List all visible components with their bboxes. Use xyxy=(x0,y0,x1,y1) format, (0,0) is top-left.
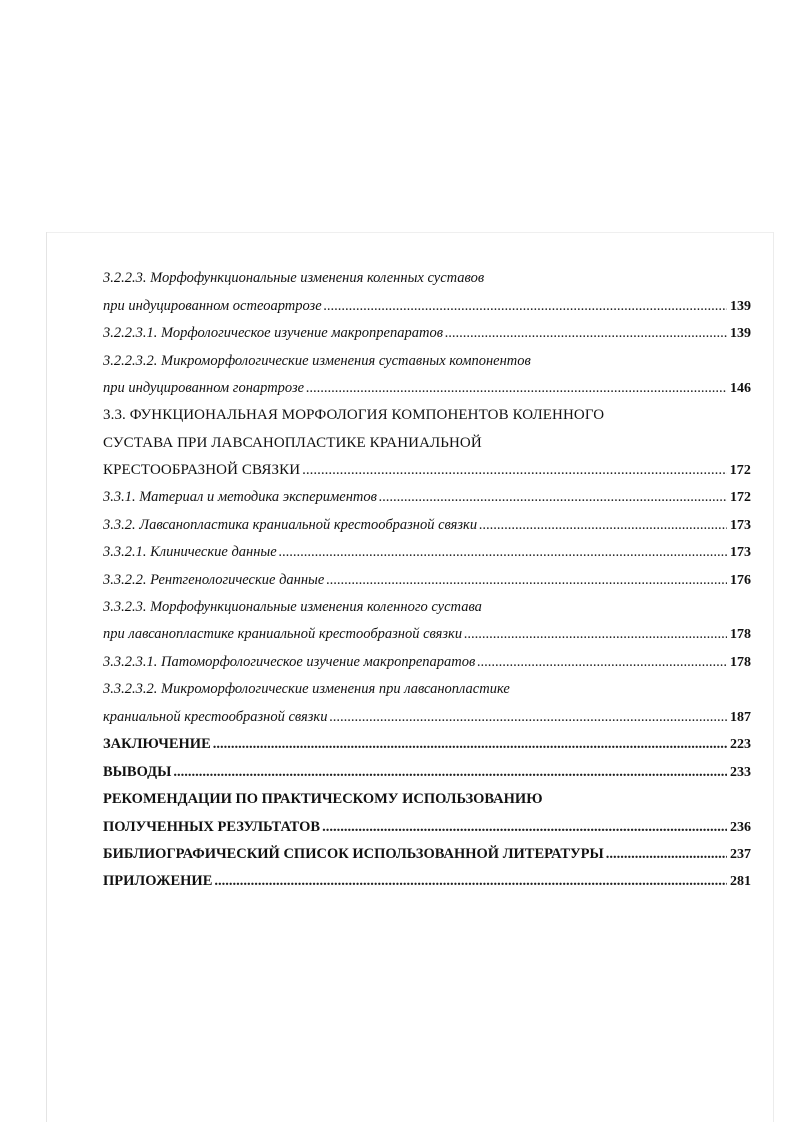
toc-entry-3-3-2-3-2 xyxy=(103,681,751,703)
toc-page-number: 173 xyxy=(730,518,751,533)
toc-entry-title: БИБЛИОГРАФИЧЕСКИЙ СПИСОК ИСПОЛЬЗОВАННОЙ ЛИТЕРАТУРЫ xyxy=(103,846,604,862)
toc-entry-title: 3.3.1. Материал и методика экспериментов xyxy=(103,489,377,505)
toc-entry-title: ПРИЛОЖЕНИЕ xyxy=(103,873,213,889)
toc-page-number: 139 xyxy=(730,299,751,314)
toc-entry-title: 3.3. ФУНКЦИОНАЛЬНАЯ МОРФОЛОГИЯ КОМПОНЕНТОВ КОЛЕННОГО xyxy=(103,407,605,423)
toc-entry-3-3-cont-1 xyxy=(103,435,751,457)
toc-page-number: 223 xyxy=(730,737,751,752)
toc-entry-title: 3.3.2. Лавсанопластика краниальной крестообразной связки xyxy=(103,517,478,533)
toc-entry-findings xyxy=(103,764,751,786)
toc-entry-title: ВЫВОДЫ xyxy=(103,764,172,780)
toc-page-number: 139 xyxy=(730,326,751,341)
toc-entry-3-3-2-3-1 xyxy=(103,654,751,676)
toc-entry-title: краниальной крестообразной связки xyxy=(103,709,328,725)
dot-leader xyxy=(326,572,727,589)
toc-entry-3-3-2-3 xyxy=(103,599,751,621)
toc-page-number: 178 xyxy=(730,655,751,670)
toc-entry-title: 3.3.2.1. Клинические данные xyxy=(103,544,277,560)
toc-entry-3-2-2-3 xyxy=(103,270,751,292)
dot-leader xyxy=(173,764,727,781)
toc-entry-title: при индуцированном гонартрозе xyxy=(103,380,305,396)
toc-entry-title: ЗАКЛЮЧЕНИЕ xyxy=(103,736,211,752)
dot-leader xyxy=(213,736,727,753)
dot-leader xyxy=(379,489,727,506)
toc-page-number: 236 xyxy=(730,820,751,835)
dot-leader xyxy=(464,626,727,643)
toc-entry-recommendations xyxy=(103,791,751,813)
toc-entry-3-2-2-3-cont xyxy=(103,298,751,320)
toc-page-number: 187 xyxy=(730,710,751,725)
toc-entry-conclusion xyxy=(103,736,751,758)
toc-page-number: 172 xyxy=(730,490,751,505)
toc-entry-3-3-2-3-cont xyxy=(103,626,751,648)
toc-entry-3-2-2-3-2 xyxy=(103,353,751,375)
toc-entry-3-2-2-3-1 xyxy=(103,325,751,347)
dot-leader xyxy=(479,517,727,534)
toc-entry-title: РЕКОМЕНДАЦИИ ПО ПРАКТИЧЕСКОМУ ИСПОЛЬЗОВАНИЮ xyxy=(103,791,543,807)
toc-entry-title: при лавсанопластике краниальной крестообразной связки xyxy=(103,626,463,642)
toc-entry-title: 3.3.2.3. Морфофункциональные изменения коленного сустава xyxy=(103,599,482,615)
toc-page-number: 178 xyxy=(730,627,751,642)
toc-entry-bibliography xyxy=(103,846,751,868)
dot-leader xyxy=(606,846,727,863)
toc-page-number: 281 xyxy=(730,874,751,889)
toc-entry-title: СУСТАВА ПРИ ЛАВСАНОПЛАСТИКЕ КРАНИАЛЬНОЙ xyxy=(103,435,482,451)
toc-entry-3-3-cont-2 xyxy=(103,462,751,484)
dot-leader xyxy=(445,325,727,342)
scan-border-top xyxy=(46,232,774,233)
toc-page-number: 172 xyxy=(729,463,751,478)
toc-entry-title: КРЕСТООБРАЗНОЙ СВЯЗКИ xyxy=(103,462,301,478)
dot-leader xyxy=(279,544,727,561)
toc-entry-3-2-2-3-2-cont xyxy=(103,380,751,402)
toc-entry-recommendations-cont xyxy=(103,819,751,841)
toc-entry-3-3-2 xyxy=(103,517,751,539)
dot-leader xyxy=(329,709,727,726)
toc-entry-title: при индуцированном остеоартрозе xyxy=(103,298,322,314)
toc-entry-title: 3.3.2.2. Рентгенологические данные xyxy=(103,572,325,588)
dot-leader xyxy=(324,298,727,315)
toc-entry-3-3-2-1 xyxy=(103,544,751,566)
scan-border-left xyxy=(46,232,47,1122)
toc-entry-title: 3.2.2.3.1. Морфологическое изучение макропрепаратов xyxy=(103,325,443,341)
dot-leader xyxy=(322,819,727,836)
toc-entry-3-3-2-2 xyxy=(103,572,751,594)
toc-entry-title: ПОЛУЧЕННЫХ РЕЗУЛЬТАТОВ xyxy=(103,819,321,835)
toc-page-number: 173 xyxy=(730,545,751,560)
scan-border-right xyxy=(773,232,774,1122)
dot-leader xyxy=(306,380,727,397)
toc-page-number: 237 xyxy=(730,847,751,862)
toc-page-number: 233 xyxy=(730,765,751,780)
toc-entry-title: 3.2.2.3.2. Микроморфологические изменения суставных компонентов xyxy=(103,353,531,369)
dot-leader xyxy=(214,873,727,890)
toc-entry-appendix xyxy=(103,873,751,895)
toc-entry-title: 3.3.2.3.1. Патоморфологическое изучение макропрепаратов xyxy=(103,654,476,670)
dot-leader xyxy=(302,462,727,479)
toc-entry-3-3-2-3-2-cont xyxy=(103,709,751,731)
toc-page-number: 176 xyxy=(730,573,751,588)
toc-page-number: 146 xyxy=(730,381,751,396)
toc-entry-title: 3.2.2.3. Морфофункциональные изменения коленных суставов xyxy=(103,270,485,286)
toc-entry-title: 3.3.2.3.2. Микроморфологические изменения при лавсанопластике xyxy=(103,681,510,697)
dot-leader xyxy=(477,654,727,671)
toc-entry-3-3 xyxy=(103,407,751,429)
toc-entry-3-3-1 xyxy=(103,489,751,511)
